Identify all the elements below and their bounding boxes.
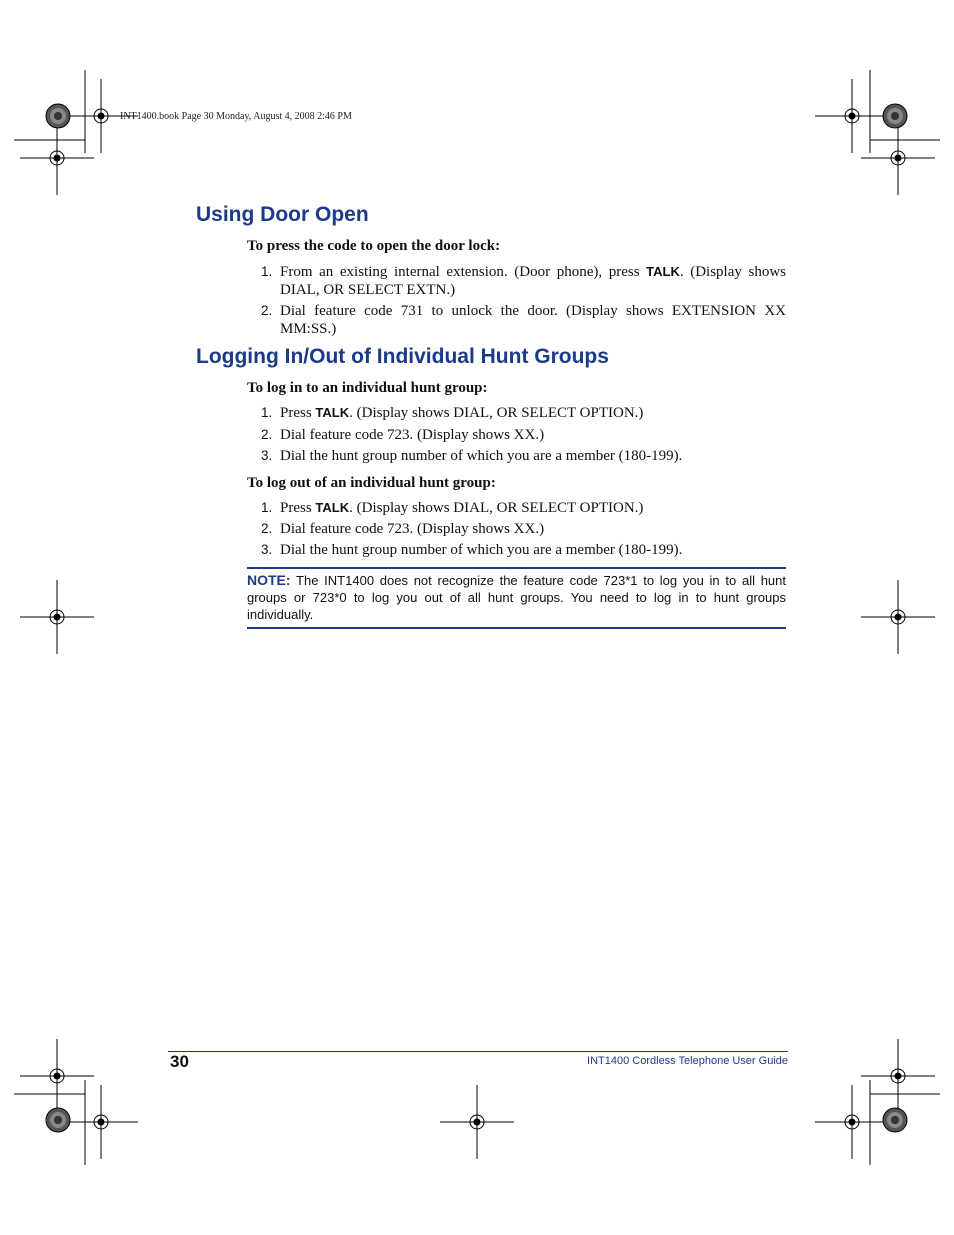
note-label: NOTE: <box>247 572 291 588</box>
step-text: From an existing internal extension. (Door phone), press <box>280 264 647 280</box>
step-text: Press <box>280 405 316 421</box>
step-text-cont: . (Display shows DIAL, OR SELECT OPTION.) <box>349 405 644 421</box>
page-number: 30 <box>170 1052 189 1071</box>
step-number: 1. <box>261 264 273 279</box>
list-item <box>261 499 786 517</box>
note-text: The INT1400 does not recognize the feature code 723*1 to log you in to all hunt groups or 723*0 to log you out of all hunt groups. You need to log in to hunt groups individually. <box>247 573 786 622</box>
note-box <box>247 572 786 623</box>
list-item <box>261 541 786 559</box>
list-item <box>261 302 786 338</box>
section-heading-hunt-groups: Logging In/Out of Individual Hunt Groups <box>196 345 609 368</box>
note-top-rule <box>247 567 786 569</box>
section-heading-door-open: Using Door Open <box>196 203 369 226</box>
step-text: Dial the hunt group number of which you are a member (180-199). <box>280 542 683 558</box>
step-number: 3. <box>261 448 273 463</box>
procedure-title-log-out: To log out of an individual hunt group: <box>247 475 496 491</box>
step-number: 3. <box>261 542 273 557</box>
print-slug: INT1400.book Page 30 Monday, August 4, 2008 2:46 PM <box>120 111 352 122</box>
step-text: Dial feature code 723. (Display shows XX.) <box>280 427 545 443</box>
step-text: Dial feature code 723. (Display shows XX.) <box>280 521 545 537</box>
list-item <box>261 404 786 422</box>
step-number: 2. <box>261 427 273 442</box>
list-item <box>261 520 786 538</box>
footer-rule <box>168 1051 788 1052</box>
list-item <box>261 263 786 299</box>
step-text: Dial feature code 731 to unlock the door. (Display shows EXTENSION XX MM:SS.) <box>280 303 786 337</box>
procedure-title-log-in: To log in to an individual hunt group: <box>247 380 488 396</box>
step-text: Press <box>280 500 316 516</box>
step-number: 1. <box>261 405 273 420</box>
talk-key: TALK <box>646 264 680 279</box>
step-number: 2. <box>261 521 273 536</box>
list-item <box>261 447 786 465</box>
guide-title: INT1400 Cordless Telephone User Guide <box>587 1055 788 1067</box>
note-bottom-rule <box>247 627 786 629</box>
list-item <box>261 426 786 444</box>
step-number: 1. <box>261 500 273 515</box>
step-number: 2. <box>261 303 273 318</box>
procedure-title-door-lock: To press the code to open the door lock: <box>247 238 501 254</box>
talk-key: TALK <box>315 405 350 420</box>
talk-key: TALK <box>315 500 350 515</box>
step-text-cont: . (Display shows DIAL, OR SELECT OPTION.) <box>349 500 644 516</box>
step-text-cont: . (Display shows DIAL, OR SELECT EXTN.) <box>280 264 786 298</box>
step-text: Dial the hunt group number of which you are a member (180-199). <box>280 448 683 464</box>
